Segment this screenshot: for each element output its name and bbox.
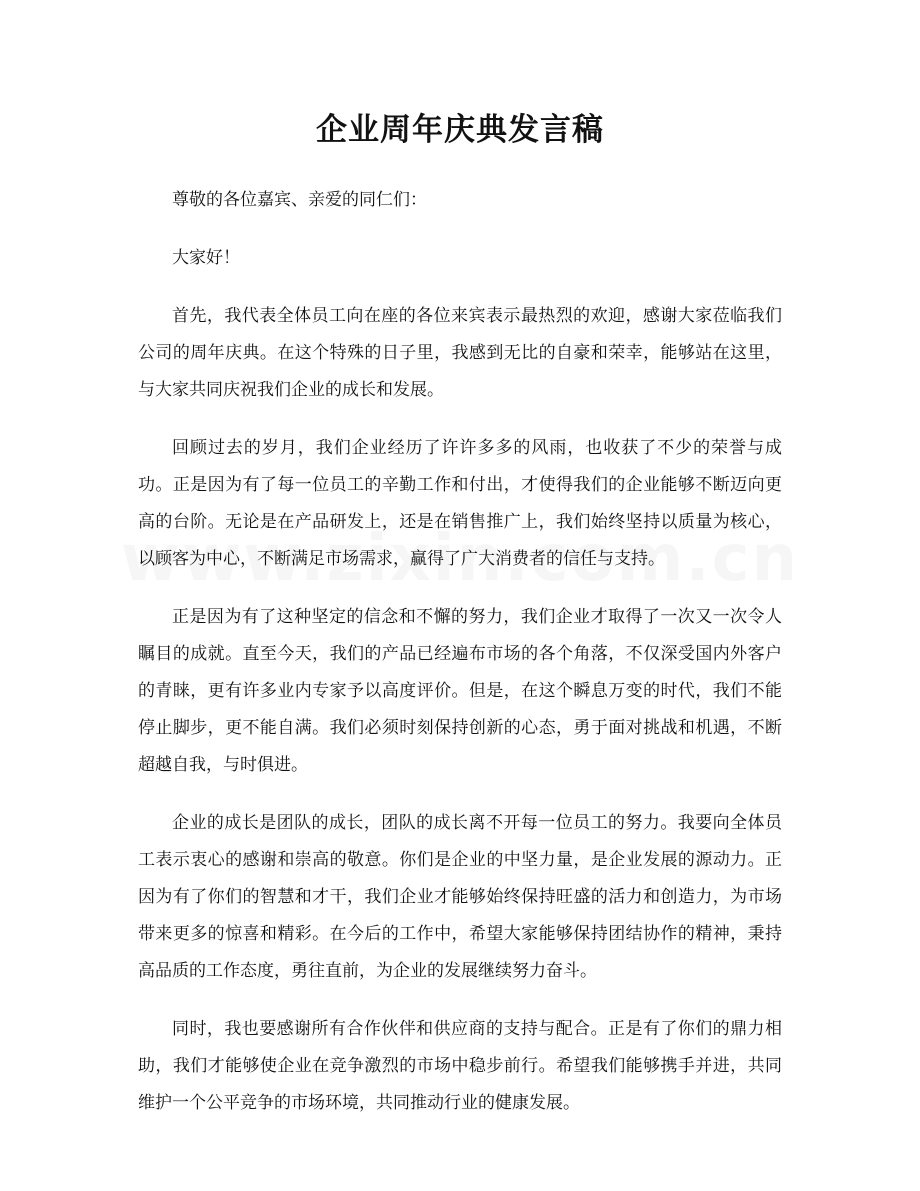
greeting-paragraph: 大家好！ (172, 248, 240, 268)
body-paragraph: 正是因为有了这种坚定的信念和不懈的努力，我们企业才取得了一次又一次令人瞩目的成就。直至今天，我们的产品已经遍布市场的各个角落，不仅深受国内外客户的青睐，更有许多业内专家予以高度评价。但是，在这个瞬息万变的时代，我们不能停止脚步，更不能自满。我们必须时刻保持创新的心态，勇于面对挑战和机遇，不断超越自我，与时俱进。 (138, 607, 782, 775)
body-paragraph: 回顾过去的岁月，我们企业经历了许许多多的风雨，也收获了不少的荣誉与成功。正是因为有了每一位员工的辛勤工作和付出，才使得我们的企业能够不断迈向更高的台阶。无论是在产品研发上，还是在销售推广上，我们始终坚持以质量为核心，以顾客为中心，不断满足市场需求，赢得了广大消费者的信任与支持。 (138, 438, 782, 569)
body-paragraph: 首先，我代表全体员工向在座的各位来宾表示最热烈的欢迎，感谢大家莅临我们公司的周年庆典。在这个特殊的日子里，我感到无比的自豪和荣幸，能够站在这里，与大家共同庆祝我们企业的成长和发展。 (138, 306, 782, 400)
body-paragraph: 同时，我也要感谢所有合作伙伴和供应商的支持与配合。正是有了你们的鼎力相助，我们才能够使企业在竞争激烈的市场中稳步前行。希望我们能够携手并进，共同维护一个公平竞争的市场环境，共同推动行业的健康发展。 (138, 1019, 782, 1113)
document-body (138, 182, 782, 1143)
salutation-paragraph: 尊敬的各位嘉宾、亲爱的同仁们： (172, 190, 427, 210)
body-paragraph: 企业的成长是团队的成长，团队的成长离不开每一位员工的努力。我要向全体员工表示衷心的感谢和崇高的敬意。你们是企业的中坚力量，是企业发展的源动力。正因为有了你们的智慧和才干，我们企业才能够始终保持旺盛的活力和创造力，为市场带来更多的惊喜和精彩。在今后的工作中，希望大家能够保持团结协作的精神，秉持高品质的工作态度，勇往直前，为企业的发展继续努力奋斗。 (138, 813, 782, 981)
document-title: 企业周年庆典发言稿 (316, 112, 604, 148)
